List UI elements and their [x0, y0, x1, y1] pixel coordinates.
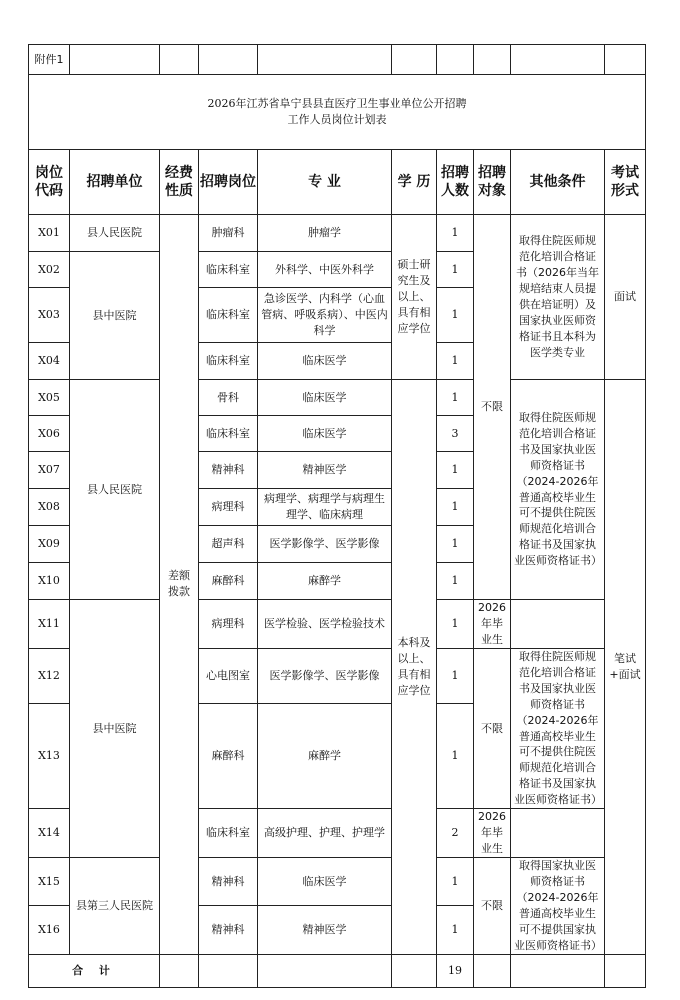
cell-code: X05 — [29, 380, 70, 416]
cell-major: 医学影像学、医学影像 — [258, 648, 392, 704]
table-row — [29, 600, 646, 649]
header-exam: 考试 形式 — [605, 150, 646, 215]
cell-post: 临床科室 — [199, 288, 258, 343]
cell-major: 临床医学 — [258, 858, 392, 906]
cell-funding: 差额拨款 — [160, 215, 199, 955]
header-code: 岗位 代码 — [29, 150, 70, 215]
cell-unit: 县人民医院 — [70, 380, 160, 600]
header-unit: 招聘单位 — [70, 150, 160, 215]
cell-count: 3 — [437, 416, 474, 452]
table-row — [29, 380, 646, 416]
cell-code: X01 — [29, 215, 70, 252]
cell-major: 临床医学 — [258, 343, 392, 380]
cell-code: X11 — [29, 600, 70, 649]
cell-count: 1 — [437, 858, 474, 906]
cell-post: 临床科室 — [199, 252, 258, 288]
cell-major: 肿瘤学 — [258, 215, 392, 252]
cell-target: 不限 — [474, 215, 511, 600]
cell-count: 1 — [437, 489, 474, 526]
cell-post: 超声科 — [199, 526, 258, 563]
table-row — [29, 215, 646, 252]
title-line-1: 2026年江苏省阜宁县县直医疗卫生事业单位公开招聘 — [207, 97, 467, 111]
cell-code: X16 — [29, 906, 70, 954]
cell-post: 临床科室 — [199, 809, 258, 858]
total-label: 合 计 — [29, 954, 160, 987]
cell-post: 精神科 — [199, 906, 258, 954]
cell-count: 1 — [437, 452, 474, 489]
cell-count: 1 — [437, 704, 474, 809]
total-row — [29, 954, 646, 987]
cell-major: 临床医学 — [258, 380, 392, 416]
cell-unit: 县人民医院 — [70, 215, 160, 252]
cell-major: 病理学、病理学与病理生理学、临床病理 — [258, 489, 392, 526]
attachment-row — [29, 45, 646, 75]
cell-count: 1 — [437, 380, 474, 416]
cell-count: 1 — [437, 288, 474, 343]
cell-code: X07 — [29, 452, 70, 489]
cell-major: 高级护理、护理、护理学 — [258, 809, 392, 858]
cell-count: 1 — [437, 526, 474, 563]
cell-major: 精神医学 — [258, 906, 392, 954]
cell-major: 医学检验、医学检验技术 — [258, 600, 392, 649]
cell-count: 1 — [437, 343, 474, 380]
page-title — [29, 75, 646, 150]
cell-post: 心电图室 — [199, 648, 258, 704]
cell-conditions: 取得住院医师规范化培训合格证书及国家执业医师资格证书（2024-2026年普通高校毕业生可不提供住院医师规范化培训合格证书及国家执业医师资格证书） — [511, 648, 605, 808]
cell-code: X12 — [29, 648, 70, 704]
cell-post: 麻醉科 — [199, 704, 258, 809]
cell-post: 骨科 — [199, 380, 258, 416]
cell-count: 1 — [437, 648, 474, 704]
cell-post: 精神科 — [199, 452, 258, 489]
header-major: 专 业 — [258, 150, 392, 215]
cell-code: X10 — [29, 563, 70, 600]
cell-target: 2026年毕业生 — [474, 600, 511, 649]
cell-conditions-empty — [511, 600, 605, 649]
header-education: 学 历 — [392, 150, 437, 215]
plan-table-wrapper — [28, 44, 646, 988]
header-target: 招聘 对象 — [474, 150, 511, 215]
cell-count: 1 — [437, 563, 474, 600]
cell-unit: 县中医院 — [70, 600, 160, 858]
cell-code: X08 — [29, 489, 70, 526]
cell-conditions-empty — [511, 809, 605, 858]
cell-post: 肿瘤科 — [199, 215, 258, 252]
cell-post: 临床科室 — [199, 416, 258, 452]
cell-conditions: 取得住院医师规范化培训合格证书及国家执业医师资格证书（2024-2026年普通高校毕业生可不提供住院医师规范化培训合格证书及国家执业医师资格证书） — [511, 380, 605, 600]
cell-education: 本科及以上、具有相应学位 — [392, 380, 437, 955]
header-count: 招聘 人数 — [437, 150, 474, 215]
cell-post: 病理科 — [199, 600, 258, 649]
cell-post: 精神科 — [199, 858, 258, 906]
cell-major: 医学影像学、医学影像 — [258, 526, 392, 563]
cell-unit: 县第三人民医院 — [70, 858, 160, 955]
cell-code: X13 — [29, 704, 70, 809]
cell-code: X09 — [29, 526, 70, 563]
header-conditions: 其他条件 — [511, 150, 605, 215]
cell-target: 不限 — [474, 648, 511, 808]
cell-exam: 笔试+面试 — [605, 380, 646, 955]
cell-count: 1 — [437, 252, 474, 288]
total-count: 19 — [437, 954, 474, 987]
cell-major: 麻醉学 — [258, 704, 392, 809]
title-line-2: 工作人员岗位计划表 — [287, 113, 387, 126]
cell-target: 不限 — [474, 858, 511, 955]
recruitment-plan-table — [28, 44, 646, 988]
cell-major: 精神医学 — [258, 452, 392, 489]
cell-major: 急诊医学、内科学（心血管病、呼吸系病）、中医内科学 — [258, 288, 392, 343]
title-row — [29, 75, 646, 150]
cell-code: X14 — [29, 809, 70, 858]
cell-major: 外科学、中医外科学 — [258, 252, 392, 288]
cell-education: 硕士研究生及以上、具有相应学位 — [392, 215, 437, 380]
cell-exam: 面试 — [605, 215, 646, 380]
cell-post: 临床科室 — [199, 343, 258, 380]
cell-conditions: 取得国家执业医师资格证书（2024-2026年普通高校毕业生可不提供国家执业医师资格证书） — [511, 858, 605, 955]
cell-major: 临床医学 — [258, 416, 392, 452]
header-row — [29, 150, 646, 215]
cell-code: X02 — [29, 252, 70, 288]
cell-count: 1 — [437, 215, 474, 252]
cell-code: X06 — [29, 416, 70, 452]
cell-count: 2 — [437, 809, 474, 858]
header-post: 招聘岗位 — [199, 150, 258, 215]
attachment-label: 附件1 — [29, 45, 70, 75]
cell-code: X04 — [29, 343, 70, 380]
cell-unit: 县中医院 — [70, 252, 160, 380]
cell-post: 麻醉科 — [199, 563, 258, 600]
table-row — [29, 858, 646, 906]
header-funding: 经费 性质 — [160, 150, 199, 215]
cell-code: X15 — [29, 858, 70, 906]
cell-code: X03 — [29, 288, 70, 343]
cell-count: 1 — [437, 906, 474, 954]
cell-target: 2026年毕业生 — [474, 809, 511, 858]
cell-count: 1 — [437, 600, 474, 649]
cell-major: 麻醉学 — [258, 563, 392, 600]
cell-conditions: 取得住院医师规范化培训合格证书（2026年当年规培结束人员提供在培证明）及国家执业医师资格证书且本科为医学类专业 — [511, 215, 605, 380]
cell-post: 病理科 — [199, 489, 258, 526]
